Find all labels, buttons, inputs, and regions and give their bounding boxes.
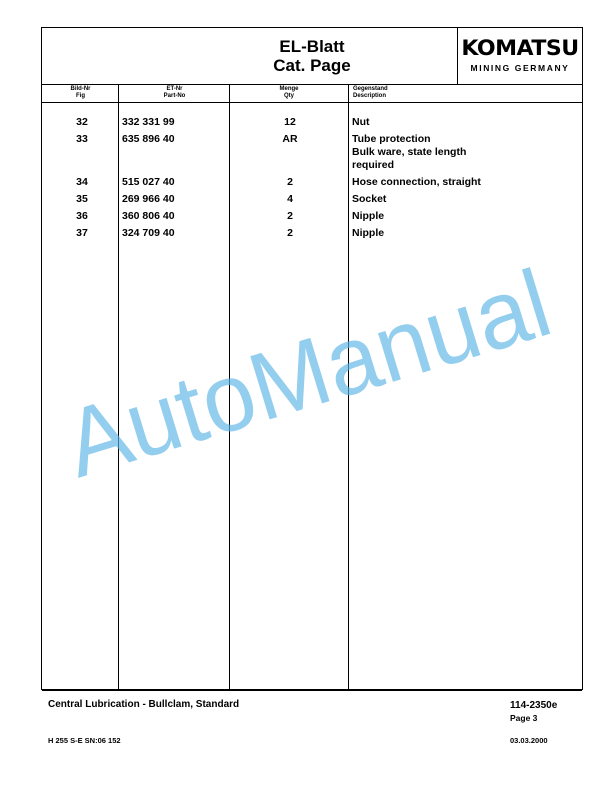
quantity: 2 [287,176,293,188]
description-line: Bulk ware, state length [352,146,467,158]
description-line: required [352,159,395,171]
description [352,176,552,189]
title-line-1: EL-Blatt [279,37,345,56]
part-number: 360 806 40 [122,210,175,222]
description-line: Socket [352,193,387,205]
part-number: 269 966 40 [122,193,175,205]
fig-number: 34 [76,176,88,188]
table-row [42,116,582,133]
column-header-part [119,86,230,100]
part-number: 332 331 99 [122,116,175,128]
quantity: 2 [287,227,293,239]
part-number: 635 896 40 [122,133,175,145]
quantity: 12 [284,116,296,128]
page-header [42,28,582,85]
document-number: 114-2350e [510,700,558,711]
fig-number: 37 [76,227,88,239]
description-line: Nipple [352,210,385,222]
table-row [42,210,582,227]
watermark-text: AutoManual [52,245,575,499]
title-line-2: Cat. Page [273,56,351,75]
description-line: Hose connection, straight [352,176,481,188]
column-header-desc [353,86,553,100]
column-header-part-en: Part-No [163,93,186,99]
catalog-page-frame [41,27,583,745]
description-line: Nipple [352,227,385,239]
column-header-desc-de: Gegenstand [353,86,388,92]
quantity: AR [282,133,298,145]
page-footer [42,690,582,745]
komatsu-logo [457,28,582,84]
column-header-fig [42,86,119,100]
footer-title: Central Lubrication - Bullclam, Standard [48,699,240,710]
description-line: Nut [352,116,370,128]
column-header-qty [230,86,348,100]
quantity: 4 [287,193,293,205]
description [352,227,552,240]
page-number: Page 3 [510,713,538,723]
fig-number: 32 [76,116,88,128]
description-line: Tube protection [352,133,431,145]
table-row [42,133,582,176]
logo-brand: KOMATSU [461,36,579,60]
column-header-qty-en: Qty [283,93,294,99]
fig-number: 33 [76,133,88,145]
table-row [42,176,582,193]
column-header-fig-en: Fig [76,93,85,99]
column-header-desc-en: Description [353,93,387,99]
description [352,210,552,223]
description [352,193,552,206]
column-header-part-de: ET-Nr [166,86,183,92]
description [352,133,552,172]
serial-number: H 255 S-E SN:06 152 [48,736,121,745]
logo-subtitle: MINING GERMANY [470,63,570,73]
description [352,116,552,129]
part-number: 515 027 40 [122,176,175,188]
column-header-qty-de: Menge [279,86,299,92]
fig-number: 35 [76,193,88,205]
fig-number: 36 [76,210,88,222]
column-header-fig-de: Bild-Nr [70,86,91,92]
part-number: 324 709 40 [122,227,175,239]
issue-date: 03.03.2000 [510,736,548,745]
column-header-row [42,85,582,103]
parts-table [42,116,582,244]
table-row [42,227,582,244]
table-row [42,193,582,210]
quantity: 2 [287,210,293,222]
